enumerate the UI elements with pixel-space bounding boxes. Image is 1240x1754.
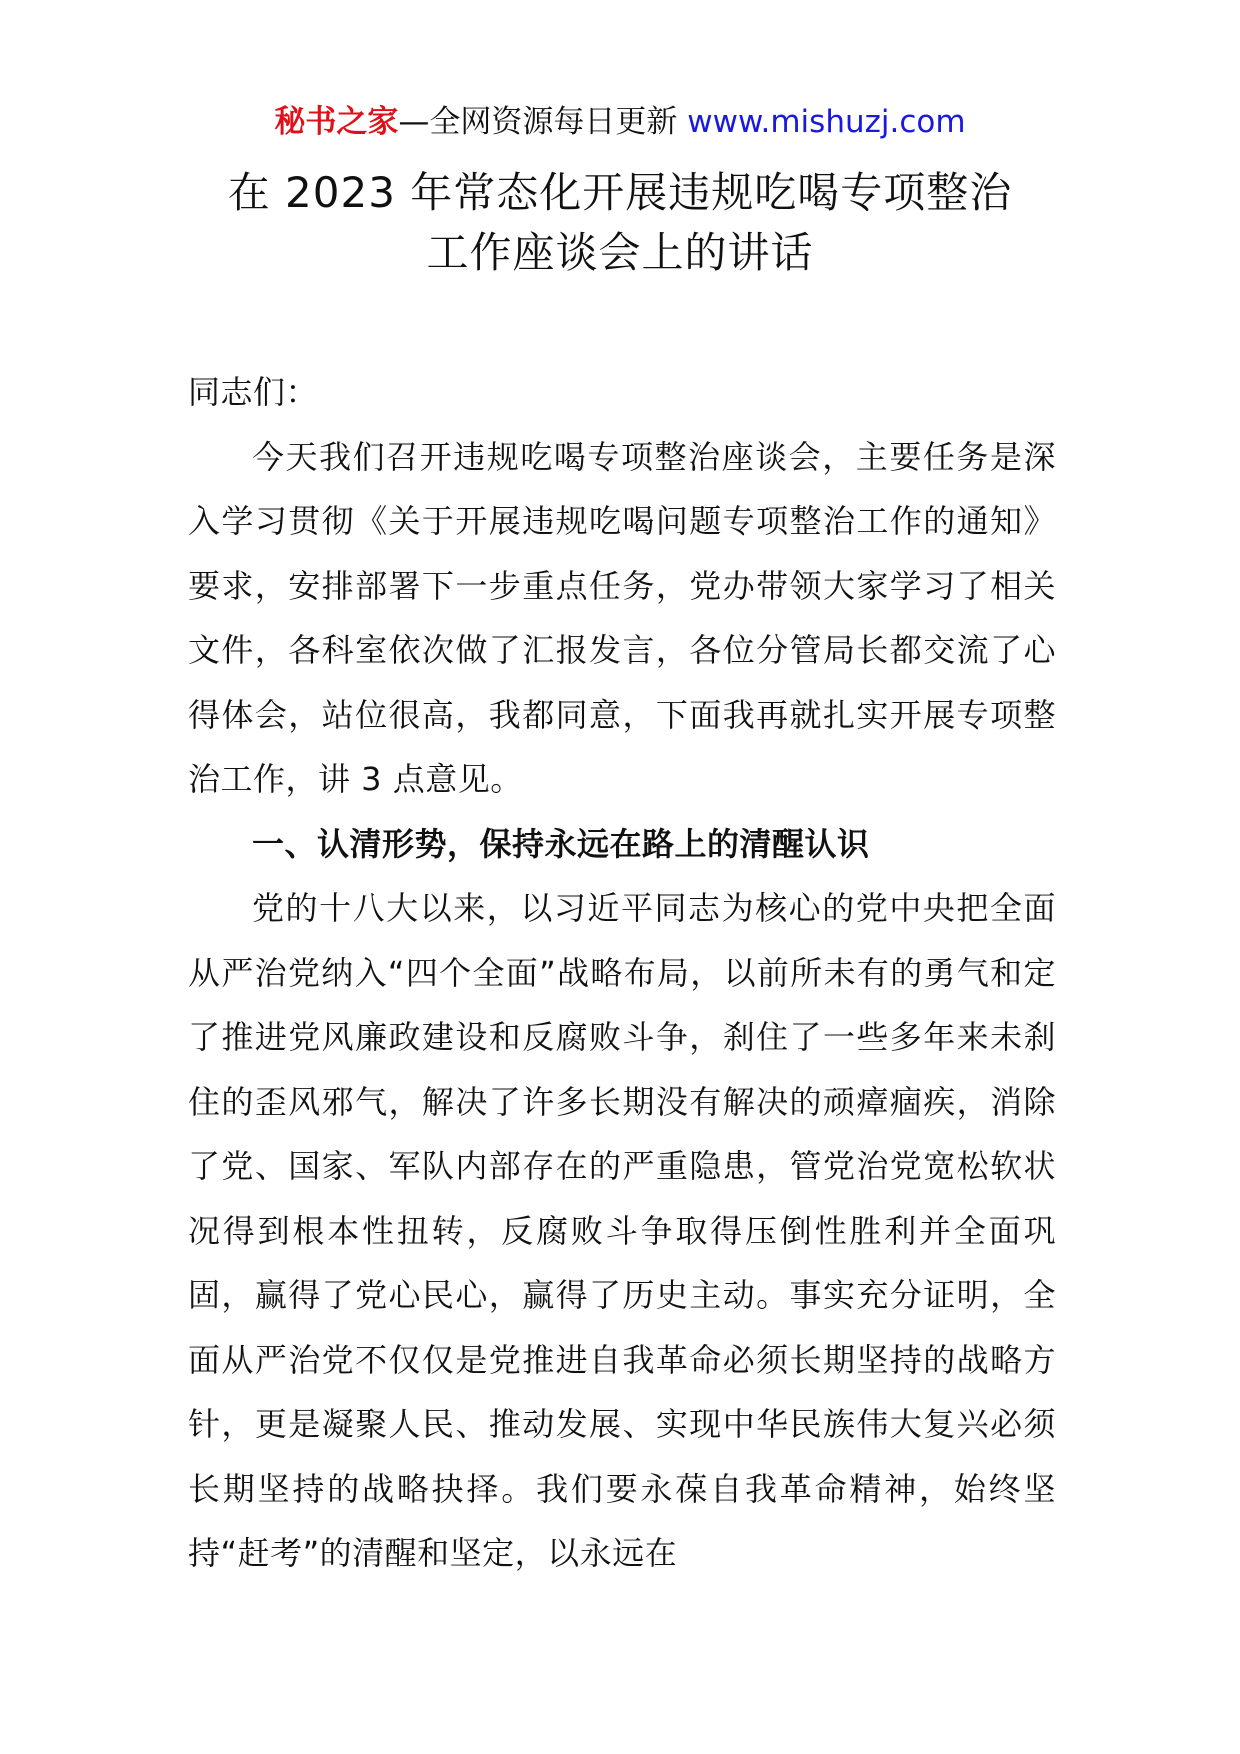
section-heading-1: 一、认清形势，保持永远在路上的清醒认识	[252, 824, 870, 863]
paragraph-intro: 今天我们召开违规吃喝专项整治座谈会，主要任务是深入学习贯彻《关于开展违规吃喝问题专项整治工作的通知》要求，安排部署下一步重点任务，党办带领大家学习了相关文件，各科室依次做了汇报发言，各位分管局长都交流了心得体会，站位很高，我都同意，下面我再就扎实开展专项整治工作，讲 3 点意见。	[188, 437, 1056, 798]
site-url-link[interactable]: www.mishuzj.com	[687, 104, 966, 140]
salutation: 同志们：	[188, 373, 319, 411]
title-line-1: 在 2023 年常态化开展违规吃喝专项整治	[227, 168, 1013, 217]
paragraph-section-1: 党的十八大以来，以习近平同志为核心的党中央把全面从严治党纳入“四个全面”战略布局，以前所未有的勇气和定了推进党风廉政建设和反腐败斗争，刹住了一些多年来未刹住的歪风邪气，解决了许多长期没有解决的顽瘴痼疾，消除了党、国家、军队内部存在的严重隐患，管党治党宽松软状况得到根本性扭转，反腐败斗争取得压倒性胜利并全面巩固，赢得了党心民心，赢得了历史主动。事实充分证明，全面从严治党不仅仅是党推进自我革命必须长期坚持的战略方针，更是凝聚人民、推动发展、实现中华民族伟大复兴必须长期坚持的战略抉择。我们要永葆自我革命精神，始终坚持“赶考”的清醒和坚定，以永远在	[188, 889, 1056, 1572]
site-header	[0, 100, 1240, 144]
document-title	[0, 163, 1240, 283]
title-line-2: 工作座谈会上的讲话	[426, 228, 814, 277]
header-tagline: —全网资源每日更新	[398, 104, 688, 140]
brand-name: 秘书之家	[274, 104, 399, 140]
document-body	[188, 360, 1056, 1586]
